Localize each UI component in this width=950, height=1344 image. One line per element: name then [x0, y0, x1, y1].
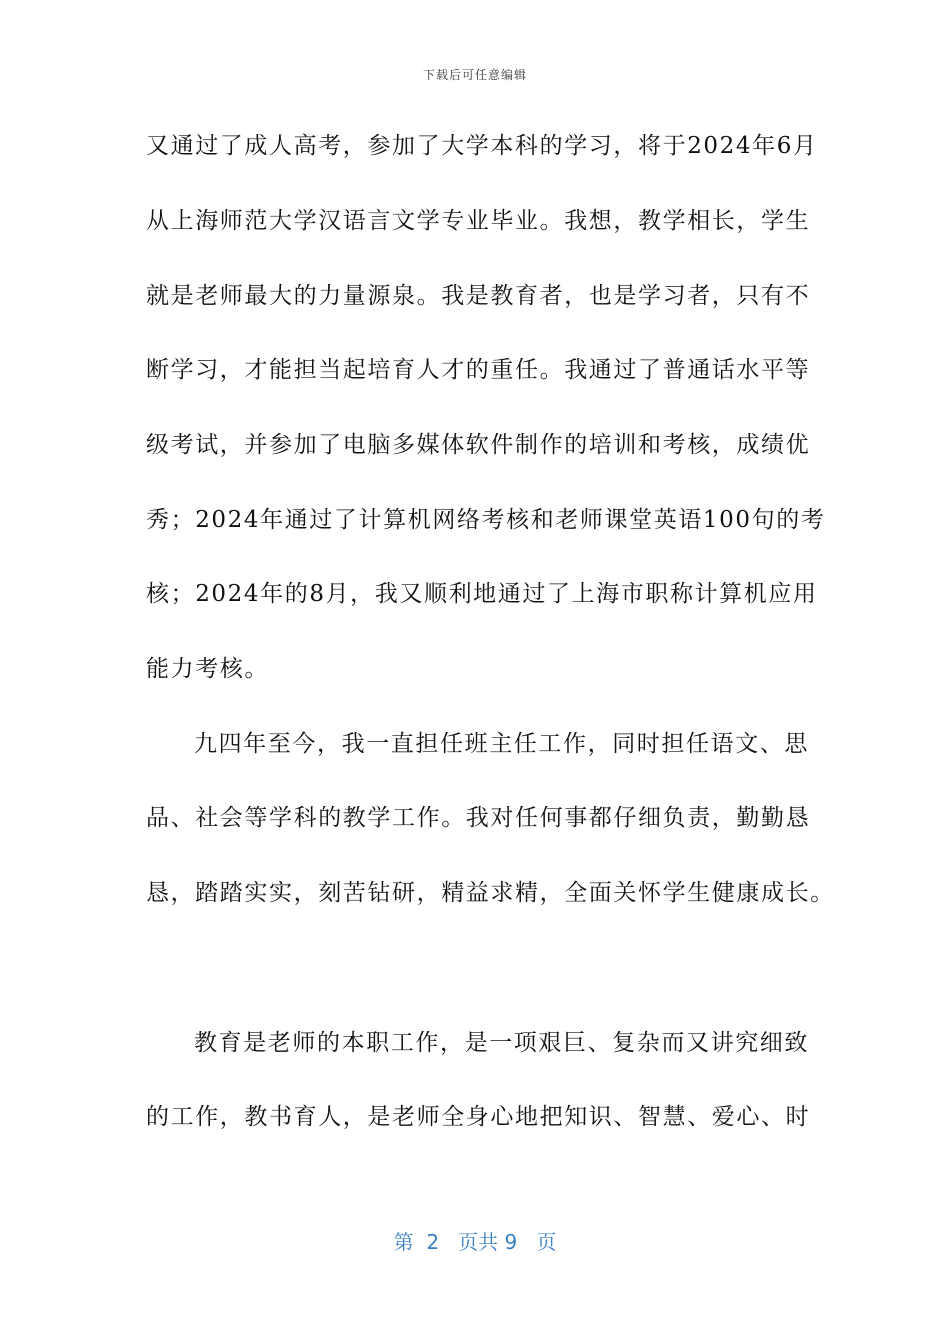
text-line: 核；2024年的8月，我又顺利地通过了上海市职称计算机应用	[146, 581, 818, 607]
text-line: 恳，踏踏实实，刻苦钻研，精益求精，全面关怀学生健康成长。	[146, 880, 835, 906]
page-footer: 第 2 页共 9 页	[393, 1230, 557, 1254]
text-line: 能力考核。	[146, 656, 269, 682]
text-line: 品、社会等学科的教学工作。我对任何事都仔细负责，勤勤恳	[146, 805, 811, 831]
text-line: 级考试，并参加了电脑多媒体软件制作的培训和考核，成绩优	[146, 432, 811, 458]
text-line: 从上海师范大学汉语言文学专业毕业。我想，教学相长，学生	[146, 208, 811, 234]
text-line: 的工作，教书育人，是老师全身心地把知识、智慧、爱心、时	[146, 1104, 811, 1130]
text-line: 教育是老师的本职工作，是一项艰巨、复杂而又讲究细致	[194, 1030, 809, 1056]
page-header: 下载后可任意编辑	[422, 68, 527, 82]
text-line: 就是老师最大的力量源泉。我是教育者，也是学习者，只有不	[146, 283, 811, 309]
text-line: 九四年至今，我一直担任班主任工作，同时担任语文、思	[194, 731, 809, 757]
text-line: 断学习，才能担当起培育人才的重任。我通过了普通话水平等	[146, 357, 811, 383]
text-line: 秀；2024年通过了计算机网络考核和老师课堂英语100句的考	[146, 507, 826, 533]
text-line: 又通过了成人高考，参加了大学本科的学习，将于2024年6月	[146, 133, 818, 159]
